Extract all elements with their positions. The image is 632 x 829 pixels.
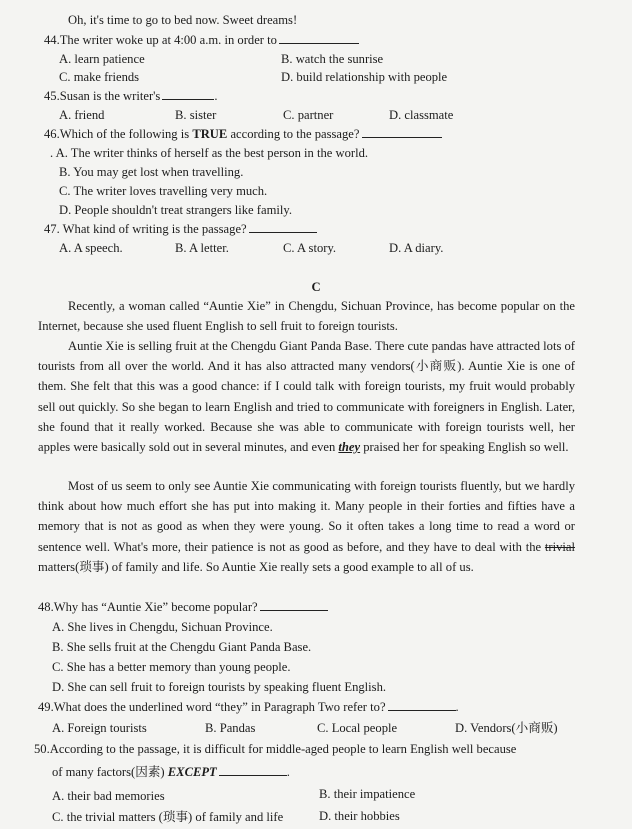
answer-blank	[260, 599, 328, 611]
section-heading: C	[311, 280, 321, 294]
answer-blank	[279, 32, 359, 44]
q49-option-b: B. Pandas	[205, 721, 256, 735]
q44-option-b: B. watch the sunrise	[281, 52, 384, 66]
question-50-line-2: of many factors(因素) EXCEPT .	[52, 765, 290, 779]
q47-option-b: B. A letter.	[175, 241, 229, 255]
passage-paragraph-1: Recently, a woman called “Auntie Xie” in Chengdu, Sichuan Province, has become popular on the Internet, because she used fluent English to sell fruit to foreign tourists.	[38, 299, 575, 334]
q44-option-d: D. build relationship with people	[281, 70, 448, 84]
q46-option-b: B. You may get lost when travelling.	[59, 165, 244, 179]
q47-option-d: D. A diary.	[389, 241, 444, 255]
q46-option-d: D. People shouldn't treat strangers like family.	[59, 203, 292, 217]
q47-option-c: C. A story.	[283, 241, 337, 255]
question-50-stem: of many factors(因素)	[52, 765, 168, 779]
answer-blank	[388, 699, 456, 711]
question-48	[38, 599, 328, 615]
q45-option-b: B. sister	[175, 108, 217, 122]
q44-option-c: C. make friends	[59, 70, 140, 84]
q46-option-c: C. The writer loves travelling very much.	[59, 184, 268, 198]
underlined-word-they: they	[338, 440, 361, 455]
q48-option-b: B. She sells fruit at the Chengdu Giant Panda Base.	[52, 640, 312, 654]
passage-paragraph-3	[38, 476, 575, 577]
paragraph-3-text: Most of us seem to only see Auntie Xie communicating with foreign tourists fluently, but we hardly think about how much effort she has put into making it. Many people in their forties and fifties have a memory that is not as good as when they were young. So it often takes a long time to read a word or sentence well. What's more, their patience is not as good as before, and they have to deal with the	[38, 479, 575, 554]
q47-option-a: A. A speech.	[59, 241, 123, 255]
question-50: 50.According to the passage, it is difficult for middle-aged people to learn English well because	[34, 742, 517, 756]
q48-option-a: A. She lives in Chengdu, Sichuan Province.	[52, 620, 273, 634]
q49-option-d: D. Vendors(小商贩)	[455, 721, 558, 735]
question-45-stem: 45.Susan is the writer's	[44, 89, 161, 103]
q50-option-d: D. their hobbies	[319, 809, 400, 823]
q50-option-b: B. their impatience	[319, 787, 416, 801]
q50-option-a: A. their bad memories	[52, 789, 165, 803]
q49-option-a: A. Foreign tourists	[52, 721, 147, 735]
answer-blank	[219, 764, 287, 776]
question-49: 49.What does the underlined word “they” in Paragraph Two refer to? .	[38, 700, 459, 714]
paragraph-2-text-end: praised her for speaking English so well.	[360, 440, 569, 455]
question-47-stem: 47. What kind of writing is the passage?	[44, 222, 247, 236]
question-45: 45.Susan is the writer's .	[44, 89, 218, 103]
answer-blank	[362, 126, 442, 138]
q46-option-a: . A. The writer thinks of herself as the best person in the world.	[50, 146, 369, 160]
question-46	[44, 126, 442, 142]
closing-line: Oh, it's time to go to bed now. Sweet dreams!	[68, 13, 298, 27]
question-46-stem-end: according to the passage?	[227, 127, 360, 141]
answer-blank	[249, 221, 317, 233]
q48-option-c: C. She has a better memory than young people.	[52, 660, 291, 674]
question-46-keyword: TRUE	[192, 127, 228, 141]
question-44	[44, 32, 359, 48]
question-47	[44, 221, 317, 237]
passage-paragraph-2	[38, 336, 575, 457]
question-44-stem: 44.The writer woke up at 4:00 a.m. in order to	[44, 33, 277, 47]
question-50-keyword: EXCEPT	[167, 765, 217, 779]
q45-option-d: D. classmate	[389, 108, 454, 122]
paragraph-3-text-end: matters(琐事) of family and life. So Auntie Xie really sets a good example to all of us.	[38, 559, 474, 574]
paragraph-2-text: Auntie Xie is selling fruit at the Chengdu Giant Panda Base. There cute pandas have attracted lots of tourists from all over the world. And it has also attracted many vendors(小商贩). Auntie Xie is one of them. She felt that this was a good chance: if I could talk with foreign tourists, my fruit would probably sell out quickly. So she began to learn English and tried to communicate with foreigners in English. Later, she found that it really worked. Because she was able to communicate with foreign tourists well, her apples were basically sold out in several minutes, and even	[38, 339, 575, 455]
q44-option-a: A. learn patience	[59, 52, 145, 66]
q45-option-c: C. partner	[283, 108, 334, 122]
q45-option-a: A. friend	[59, 108, 105, 122]
question-49-stem: 49.What does the underlined word “they” in Paragraph Two refer to?	[38, 700, 386, 714]
answer-blank	[162, 88, 214, 100]
struck-word-trivial: trivial	[544, 539, 575, 554]
q48-option-d: D. She can sell fruit to foreign tourists by speaking fluent English.	[52, 680, 387, 694]
question-48-stem: 48.Why has “Auntie Xie” become popular?	[38, 600, 258, 614]
question-46-stem: 46.Which of the following is	[44, 127, 193, 141]
q49-option-c: C. Local people	[317, 721, 398, 735]
q50-option-c: C. the trivial matters (琐事) of family and life	[52, 810, 284, 824]
